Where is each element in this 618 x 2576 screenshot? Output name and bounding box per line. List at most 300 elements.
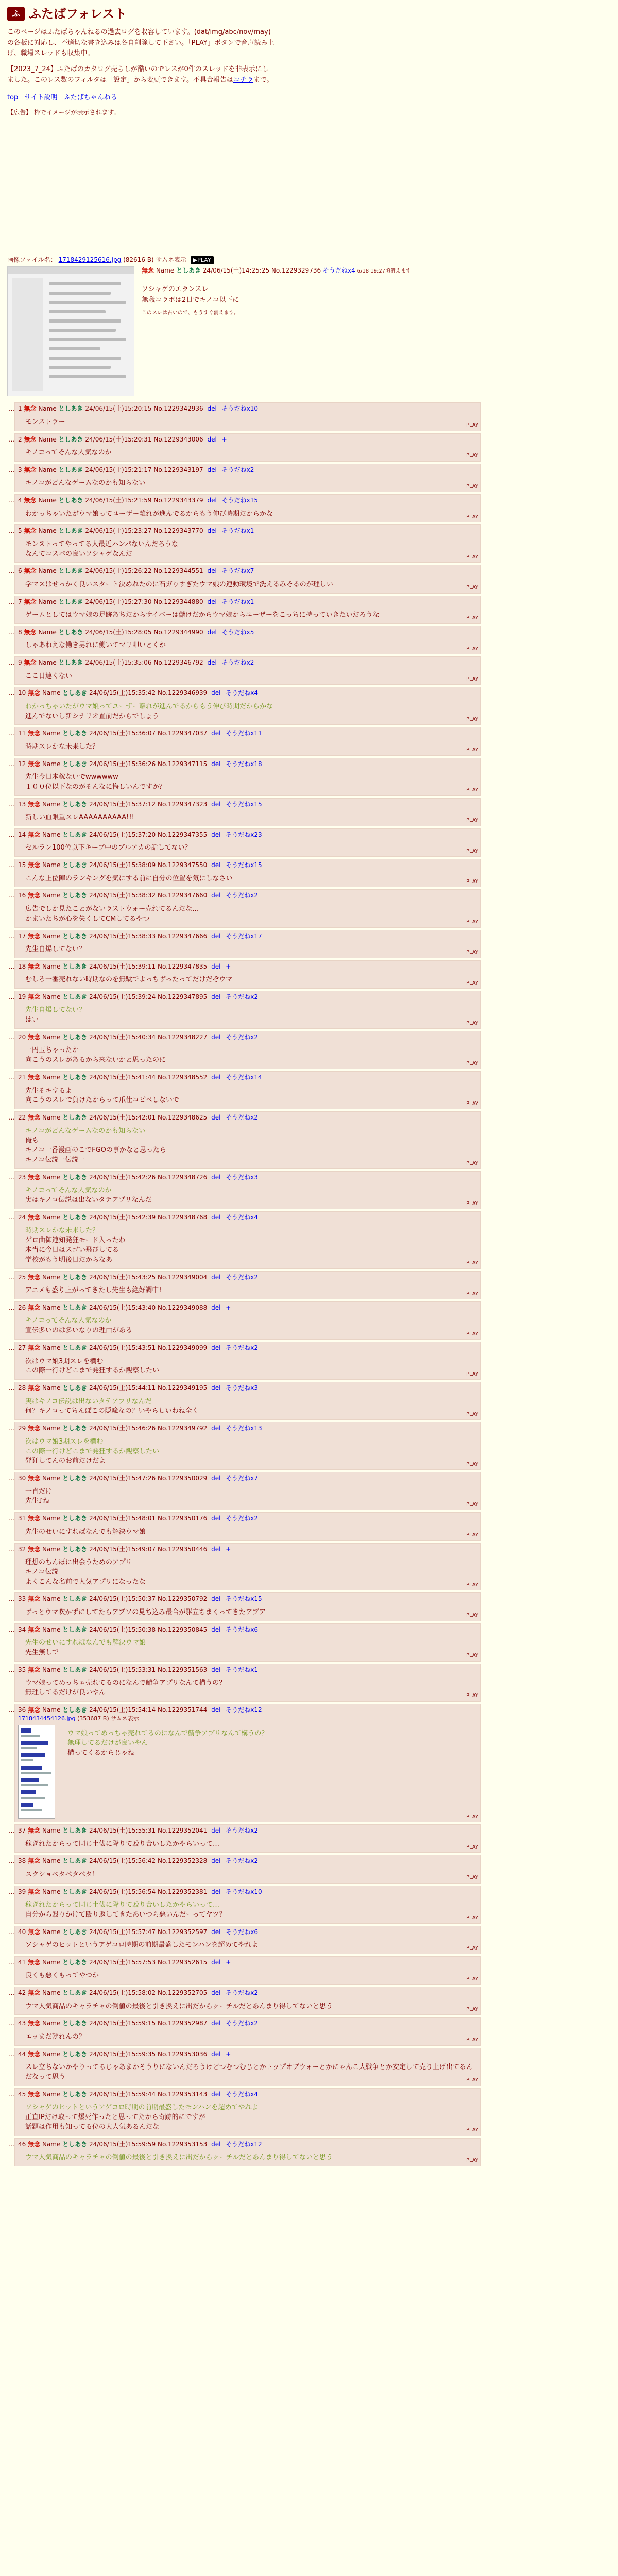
reply-meta: [18, 496, 477, 505]
reply-body: [25, 1638, 477, 1658]
reply-sodane-button[interactable]: そうだねx6: [226, 1928, 259, 1936]
reply-number[interactable]: No.1229347115: [158, 760, 208, 768]
reply-del-link[interactable]: del: [211, 1074, 221, 1081]
reply-sodane-button[interactable]: そうだねx2: [226, 1515, 259, 1522]
reply-del-link[interactable]: del: [211, 1273, 221, 1281]
reply-body: [25, 813, 477, 823]
reply-sodane-button[interactable]: そうだねx10: [226, 1888, 262, 1895]
reply-del-link[interactable]: del: [207, 497, 217, 504]
reply-number[interactable]: No.1229352597: [158, 1928, 208, 1936]
reply-meta: [18, 2090, 477, 2099]
reply-number[interactable]: No.1229347550: [158, 861, 208, 869]
reply-name-label: Name: [42, 1304, 61, 1312]
reply-index: 28: [18, 1384, 26, 1392]
reply-play-button[interactable]: PLAY: [466, 1331, 478, 1337]
reply-del-link[interactable]: del: [211, 1515, 221, 1522]
reply-number[interactable]: No.1229348552: [158, 1074, 208, 1081]
reply-text: モンストってやってる人最近ハンパないんだろうな: [25, 540, 179, 548]
reply-play-button[interactable]: PLAY: [466, 2037, 478, 2043]
reply-del-link[interactable]: del: [211, 689, 221, 697]
reply-play-button[interactable]: PLAY: [466, 980, 478, 986]
reply-marker: …: [9, 1214, 14, 1222]
op-body-text: [142, 285, 411, 306]
reply-sodane-button[interactable]: そうだねx6: [226, 1625, 259, 1633]
reply-del-link[interactable]: del: [211, 1857, 221, 1865]
reply-post: [9, 1422, 481, 1470]
reply-play-button[interactable]: PLAY: [466, 1653, 478, 1659]
reply-sodane-button[interactable]: そうだねx2: [226, 1033, 259, 1041]
reply-number[interactable]: No.1229350176: [158, 1515, 208, 1522]
reply-number[interactable]: No.1229352381: [158, 1888, 208, 1895]
reply-number[interactable]: No.1229349099: [158, 1344, 208, 1352]
reply-sodane-button[interactable]: そうだねx2: [226, 892, 259, 900]
reply-post: [9, 859, 481, 887]
reply-play-button[interactable]: PLAY: [466, 1693, 478, 1699]
reply-number[interactable]: No.1229353153: [158, 2140, 208, 2148]
nav-links: [7, 93, 611, 103]
reply-del-link[interactable]: del: [211, 1174, 221, 1181]
reply-name-label: Name: [42, 730, 61, 737]
reply-meta: [18, 962, 477, 971]
reply-play-button[interactable]: PLAY: [466, 1160, 478, 1166]
thumb-block: [21, 1728, 31, 1733]
reply-play-button[interactable]: PLAY: [466, 453, 478, 459]
reply-quote: この際一行けどこまで発狂するか観察したい: [25, 1447, 160, 1455]
reply-play-button[interactable]: PLAY: [466, 848, 478, 854]
reply-sodane-button[interactable]: +: [221, 435, 227, 443]
reply-marker: …: [9, 1546, 14, 1553]
reply-marker: …: [9, 1304, 14, 1312]
reply-quote: ソシャゲのヒットというアゲコロ時期の前期最盛したモンハンを超めてやれよ: [25, 2104, 259, 2112]
reply-sodane-button[interactable]: そうだねx2: [226, 1857, 259, 1865]
reply-play-button[interactable]: PLAY: [466, 1461, 478, 1467]
reply-number[interactable]: No.1229352615: [158, 1958, 208, 1966]
reply-play-button[interactable]: PLAY: [466, 950, 478, 956]
reply-date: 24/06/15(土)15:43:40: [89, 1304, 156, 1312]
reply-name-label: Name: [38, 435, 57, 443]
reply-text: アニメも盛り上がってきたし先生も絶好調中!: [25, 1286, 162, 1295]
reply-file-link[interactable]: 1718434454126.jpg: [18, 1715, 76, 1722]
reply-number[interactable]: No.1229343006: [153, 435, 203, 443]
reply-del-link[interactable]: del: [207, 598, 217, 605]
reply-meta: [18, 1928, 477, 1937]
reply-subject: 無念: [24, 405, 37, 413]
reply-number[interactable]: No.1229353143: [158, 2090, 208, 2098]
reply-index: 39: [18, 1888, 26, 1895]
reply-number[interactable]: No.1229347666: [158, 932, 208, 940]
reply-index: 22: [18, 1114, 26, 1122]
reply-del-link[interactable]: del: [211, 1033, 221, 1041]
reply-body: [25, 2103, 477, 2132]
reply-subject: 無念: [28, 831, 41, 838]
reply-play-button[interactable]: PLAY: [466, 676, 478, 682]
reply-subject: 無念: [28, 1425, 41, 1432]
nav-top-link[interactable]: top: [7, 93, 19, 101]
reply-del-link[interactable]: del: [211, 962, 221, 970]
reply-del-link[interactable]: del: [207, 466, 217, 473]
reply-del-link[interactable]: del: [211, 1114, 221, 1122]
reply-name-label: Name: [42, 2140, 61, 2148]
reply-meta: [18, 1273, 477, 1282]
reply-del-link[interactable]: del: [211, 1344, 221, 1352]
reply-del-link[interactable]: del: [211, 1384, 221, 1392]
reply-name: としあき: [62, 962, 88, 970]
reply-subject: 無念: [24, 598, 37, 605]
reply-play-button[interactable]: PLAY: [466, 716, 478, 722]
reply-play-button[interactable]: PLAY: [466, 483, 478, 489]
reply-sodane-button[interactable]: そうだねx2: [226, 1114, 259, 1122]
reply-del-link[interactable]: del: [211, 1425, 221, 1432]
reply-sodane-button[interactable]: そうだねx2: [221, 659, 254, 667]
reply-del-link[interactable]: del: [211, 1958, 221, 1966]
reply-subject: 無念: [24, 567, 37, 575]
reply-number[interactable]: No.1229348768: [158, 1214, 208, 1222]
reply-number[interactable]: No.1229350792: [158, 1595, 208, 1603]
reply-sodane-button[interactable]: +: [226, 1958, 231, 1966]
reply-number[interactable]: No.1229349792: [158, 1425, 208, 1432]
op-number[interactable]: No.1229329736: [271, 267, 321, 275]
reply-number[interactable]: No.1229347835: [158, 962, 208, 970]
reply-number[interactable]: No.1229343379: [153, 497, 203, 504]
reply-sodane-button[interactable]: そうだねx2: [226, 1344, 259, 1352]
reply-date: 24/06/15(土)15:59:35: [89, 2050, 156, 2058]
reply-del-link[interactable]: del: [211, 2140, 221, 2148]
reply-del-link[interactable]: del: [207, 659, 217, 667]
op-sodane-button[interactable]: そうだねx4: [323, 267, 355, 275]
reply-marker: …: [9, 801, 14, 808]
reply-quote: 先生のせいにすればなんでも解決ウマ娘: [25, 1639, 146, 1647]
nav-about-link[interactable]: サイト説明: [24, 93, 58, 101]
reply-sodane-button[interactable]: +: [226, 1545, 231, 1553]
reply-number[interactable]: No.1229342936: [153, 405, 203, 413]
reply-index: 19: [18, 993, 26, 1001]
reply-body: [67, 1729, 268, 1758]
op-name: としあき: [176, 267, 201, 275]
reply-number[interactable]: No.1229351563: [158, 1666, 208, 1673]
reply-play-button[interactable]: PLAY: [466, 2127, 478, 2133]
reply-post: [9, 687, 481, 725]
reply-play-button[interactable]: PLAY: [466, 554, 478, 560]
reply-play-button[interactable]: PLAY: [466, 1915, 478, 1921]
reply-sodane-button[interactable]: そうだねx2: [226, 1989, 259, 1997]
reply-play-button[interactable]: PLAY: [466, 919, 478, 925]
reply-play-button[interactable]: PLAY: [466, 1260, 478, 1266]
reply-marker: …: [9, 1385, 14, 1392]
reply-play-button[interactable]: PLAY: [466, 1371, 478, 1377]
reply-date: 24/06/15(土)15:21:59: [85, 497, 152, 504]
reply-sodane-button[interactable]: そうだねx15: [226, 1595, 262, 1603]
reply-marker: …: [9, 933, 14, 940]
reply-play-button[interactable]: PLAY: [466, 1532, 478, 1538]
reply-sodane-button[interactable]: そうだねx17: [226, 932, 262, 940]
thumb-block: [21, 1766, 42, 1770]
bug-report-link[interactable]: コチラ: [233, 76, 254, 84]
reply-name: としあき: [58, 598, 83, 605]
reply-post: [9, 596, 481, 624]
reply-play-button[interactable]: PLAY: [466, 2077, 478, 2083]
reply-play-button[interactable]: PLAY: [466, 818, 478, 824]
reply-subject: 無念: [24, 659, 37, 667]
reply-play-button[interactable]: PLAY: [466, 1020, 478, 1026]
reply-del-link[interactable]: del: [211, 800, 221, 808]
reply-del-link[interactable]: del: [211, 861, 221, 869]
reply-name: としあき: [58, 497, 83, 504]
reply-del-link[interactable]: del: [207, 527, 217, 535]
reply-play-button[interactable]: PLAY: [466, 1100, 478, 1107]
reply-del-link[interactable]: del: [211, 2020, 221, 2027]
reply-number[interactable]: No.1229349004: [158, 1273, 208, 1281]
reply-number[interactable]: No.1229344880: [153, 598, 203, 605]
reply-text: スクショベタベタベタ！: [25, 1870, 99, 1878]
reply-marker: …: [9, 1928, 14, 1936]
reply-sodane-button[interactable]: そうだねx2: [226, 2020, 259, 2027]
reply-sodane-button[interactable]: そうだねx13: [226, 1425, 262, 1432]
reply-name-label: Name: [42, 2050, 61, 2058]
reply-play-button[interactable]: PLAY: [466, 2006, 478, 2012]
reply-play-button[interactable]: PLAY: [466, 1411, 478, 1417]
reply-del-link[interactable]: del: [211, 1545, 221, 1553]
reply-name: としあき: [58, 466, 83, 473]
reply-subject: 無念: [28, 1214, 41, 1222]
reply-play-button[interactable]: PLAY: [466, 2158, 478, 2164]
reply-del-link[interactable]: del: [211, 831, 221, 838]
reply-sodane-button[interactable]: そうだねx2: [226, 993, 259, 1001]
reply-marker: …: [9, 1990, 14, 1997]
reply-sodane-button[interactable]: そうだねx4: [226, 1214, 259, 1222]
thumb-row: [49, 301, 126, 304]
reply-del-link[interactable]: del: [211, 1475, 221, 1482]
reply-number[interactable]: No.1229352328: [158, 1857, 208, 1865]
reply-number[interactable]: No.1229343770: [153, 527, 203, 535]
reply-del-link[interactable]: del: [211, 730, 221, 737]
reply-name-label: Name: [42, 1344, 61, 1352]
op-file-link[interactable]: 1718429125616.jpg: [58, 256, 122, 264]
reply-play-button[interactable]: PLAY: [466, 514, 478, 520]
reply-sodane-button[interactable]: そうだねx10: [221, 405, 259, 413]
reply-marker: …: [9, 1858, 14, 1865]
reply-date: 24/06/15(土)15:59:44: [89, 2090, 156, 2098]
reply-del-link[interactable]: del: [211, 932, 221, 940]
reply-body: [25, 975, 477, 985]
reply-sodane-button[interactable]: そうだねx5: [221, 628, 254, 636]
reply-sodane-button[interactable]: そうだねx14: [226, 1074, 262, 1081]
reply-sodane-button[interactable]: +: [226, 1304, 231, 1312]
reply-sodane-button[interactable]: そうだねx3: [226, 1384, 259, 1392]
reply-sodane-button[interactable]: そうだねx1: [221, 527, 254, 535]
reply-number[interactable]: No.1229348227: [158, 1033, 208, 1041]
reply-number[interactable]: No.1229347323: [158, 800, 208, 808]
reply-number[interactable]: No.1229348726: [158, 1174, 208, 1181]
reply-meta: [18, 2050, 477, 2059]
reply-sodane-button[interactable]: そうだねx2: [221, 466, 254, 473]
reply-play-button[interactable]: PLAY: [466, 1976, 478, 1982]
reply-del-link[interactable]: del: [211, 1214, 221, 1222]
reply-body: [25, 418, 477, 428]
reply-number[interactable]: No.1229346792: [153, 659, 203, 667]
reply-del-link[interactable]: del: [207, 435, 217, 443]
op-subject: 無念: [142, 267, 154, 275]
reply-del-link[interactable]: del: [211, 1304, 221, 1312]
reply-play-button[interactable]: PLAY: [466, 615, 478, 621]
reply-number[interactable]: No.1229348625: [158, 1114, 208, 1122]
reply-index: 10: [18, 689, 26, 697]
reply-number[interactable]: No.1229346939: [158, 689, 208, 697]
reply-number[interactable]: No.1229352041: [158, 1827, 208, 1835]
nav-futaba-link[interactable]: ふたばちゃんねる: [63, 93, 117, 101]
reply-body: [25, 702, 477, 722]
reply-sodane-button[interactable]: そうだねx18: [226, 760, 262, 768]
reply-number[interactable]: No.1229347895: [158, 993, 208, 1001]
reply-thumbnail[interactable]: [18, 1725, 55, 1819]
reply-play-button[interactable]: PLAY: [466, 1200, 478, 1207]
reply-body: [25, 1679, 477, 1698]
reply-body: [25, 1840, 477, 1850]
reply-play-button[interactable]: PLAY: [466, 1875, 478, 1881]
reply-play-button[interactable]: PLAY: [466, 1945, 478, 1952]
reply-play-button[interactable]: PLAY: [466, 1844, 478, 1850]
reply-sodane-button[interactable]: +: [226, 962, 231, 970]
op-thumbnail[interactable]: [7, 266, 134, 396]
reply-meta: [18, 1595, 477, 1603]
reply-del-link[interactable]: del: [207, 628, 217, 636]
reply-del-link[interactable]: del: [211, 1928, 221, 1936]
reply-body: [25, 1226, 477, 1265]
reply-index: 46: [18, 2140, 26, 2148]
reply-text: キノコがどんなゲームなのかも知らない: [25, 479, 146, 487]
reply-del-link[interactable]: del: [211, 2090, 221, 2098]
reply-sodane-button[interactable]: そうだねx7: [226, 1475, 259, 1482]
reply-sodane-button[interactable]: そうだねx1: [221, 598, 254, 605]
reply-play-button[interactable]: PLAY: [466, 1060, 478, 1066]
reply-text: 稼ぎれたからって同じ土俵に降りて殴り合いしたかやらいって…: [25, 1840, 220, 1848]
reply-number[interactable]: No.1229351744: [158, 1706, 208, 1714]
reply-sodane-button[interactable]: そうだねx7: [221, 567, 254, 575]
reply-sodane-button[interactable]: そうだねx12: [226, 2140, 262, 2148]
reply-sodane-button[interactable]: そうだねx4: [226, 2090, 259, 2098]
reply-number[interactable]: No.1229347660: [158, 892, 208, 900]
reply-sodane-button[interactable]: そうだねx11: [226, 730, 262, 737]
op-play-button[interactable]: ▶PLAY: [191, 256, 214, 264]
reply-play-button[interactable]: PLAY: [466, 747, 478, 753]
reply-sodane-button[interactable]: そうだねx15: [226, 800, 262, 808]
reply-marker: …: [9, 1666, 14, 1673]
reply-del-link[interactable]: del: [211, 892, 221, 900]
reply-name-label: Name: [42, 1174, 61, 1181]
reply-subject: 無念: [28, 2020, 41, 2027]
reply-post: [9, 1211, 481, 1269]
reply-name-label: Name: [38, 598, 57, 605]
reply-play-button[interactable]: PLAY: [466, 878, 478, 885]
reply-number[interactable]: No.1229343197: [153, 466, 203, 473]
reply-play-button[interactable]: PLAY: [466, 1613, 478, 1619]
reply-number[interactable]: No.1229350845: [158, 1625, 208, 1633]
reply-number[interactable]: No.1229344551: [153, 567, 203, 575]
reply-marker: …: [9, 2091, 14, 2098]
thumb-block: [21, 1772, 51, 1774]
reply-name: としあき: [58, 659, 83, 667]
reply-name: としあき: [58, 405, 83, 413]
reply-number[interactable]: No.1229344990: [153, 628, 203, 636]
reply-post: [9, 2138, 481, 2166]
reply-sodane-button[interactable]: そうだねx4: [226, 689, 259, 697]
reply-name: としあき: [62, 1958, 88, 1966]
reply-del-link[interactable]: del: [211, 1827, 221, 1835]
reply-post: [9, 1031, 481, 1069]
reply-number[interactable]: No.1229352705: [158, 1989, 208, 1997]
reply-number[interactable]: No.1229350446: [158, 1545, 208, 1553]
reply-play-button[interactable]: PLAY: [466, 1582, 478, 1588]
reply-del-link[interactable]: del: [211, 760, 221, 768]
reply-sodane-button[interactable]: そうだねx12: [226, 1706, 262, 1714]
reply-index: 32: [18, 1545, 26, 1553]
reply-number[interactable]: No.1229350029: [158, 1475, 208, 1482]
reply-del-link[interactable]: del: [211, 1625, 221, 1633]
reply-meta: [18, 1344, 477, 1352]
reply-index: 11: [18, 730, 26, 737]
reply-date: 24/06/15(土)15:46:26: [89, 1425, 156, 1432]
reply-sodane-button[interactable]: +: [226, 2050, 231, 2058]
reply-marker: …: [9, 1425, 14, 1432]
reply-sodane-button[interactable]: そうだねx3: [226, 1174, 259, 1181]
reply-text: わかっちゃいたがウマ娘ってユーザー離れが進んでるからもう伸び時期だからかな: [25, 510, 273, 518]
reply-sodane-button[interactable]: そうだねx15: [226, 861, 262, 869]
reply-body: [25, 1186, 477, 1206]
reply-play-button[interactable]: PLAY: [466, 646, 478, 652]
reply-del-link[interactable]: del: [211, 2050, 221, 2058]
reply-text: 広告でしか見たことがないラストウォー売れてるんだな…: [25, 905, 199, 913]
reply-date: 24/06/15(土)15:50:38: [89, 1625, 156, 1633]
reply-number[interactable]: No.1229349088: [158, 1304, 208, 1312]
reply-del-link[interactable]: del: [207, 567, 217, 575]
reply-del-link[interactable]: del: [211, 1706, 221, 1714]
reply-meta: [18, 891, 477, 900]
reply-text: はい: [25, 1016, 39, 1024]
reply-play-button[interactable]: PLAY: [466, 1291, 478, 1297]
reply-date: 24/06/15(土)15:27:30: [85, 598, 152, 605]
reply-number[interactable]: No.1229353036: [158, 2050, 208, 2058]
site-logo[interactable]: ふ: [7, 7, 25, 21]
reply-index: 38: [18, 1857, 26, 1865]
reply-number[interactable]: No.1229352987: [158, 2020, 208, 2027]
reply-sodane-button[interactable]: そうだねx23: [226, 831, 262, 838]
thumb-row: [49, 347, 100, 350]
reply-subject: 無念: [28, 1273, 41, 1281]
reply-number[interactable]: No.1229347355: [158, 831, 208, 838]
reply-sodane-button[interactable]: そうだねx2: [226, 1273, 259, 1281]
reply-sodane-button[interactable]: そうだねx15: [221, 497, 259, 504]
reply-meta: [18, 1857, 477, 1866]
reply-play-button[interactable]: PLAY: [466, 585, 478, 591]
reply-play-button[interactable]: PLAY: [466, 1501, 478, 1507]
reply-play-button[interactable]: PLAY: [466, 422, 478, 429]
reply-del-link[interactable]: del: [207, 405, 217, 413]
reply-play-button[interactable]: PLAY: [466, 787, 478, 793]
reply-index: 30: [18, 1475, 26, 1482]
reply-post: [9, 1271, 481, 1299]
reply-number[interactable]: No.1229347037: [158, 730, 208, 737]
reply-del-link[interactable]: del: [211, 1666, 221, 1673]
reply-del-link[interactable]: del: [211, 1989, 221, 1997]
reply-name-label: Name: [38, 466, 57, 473]
reply-number[interactable]: No.1229349195: [158, 1384, 208, 1392]
reply-body: [25, 580, 477, 590]
reply-sodane-button[interactable]: そうだねx2: [226, 1827, 259, 1835]
reply-del-link[interactable]: del: [211, 1888, 221, 1895]
reply-play-button[interactable]: PLAY: [466, 1814, 478, 1820]
reply-del-link[interactable]: del: [211, 1595, 221, 1603]
reply-del-link[interactable]: del: [211, 993, 221, 1001]
reply-sodane-button[interactable]: そうだねx1: [226, 1666, 259, 1673]
